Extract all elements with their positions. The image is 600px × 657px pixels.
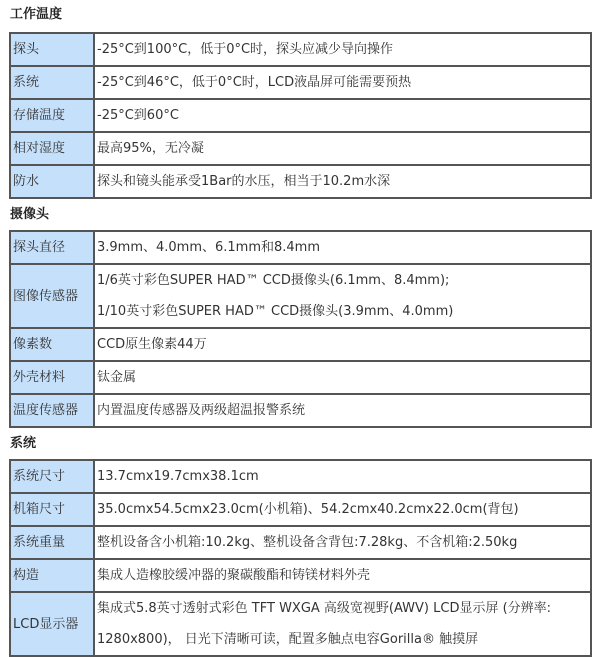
spec-value-line: 集成人造橡胶缓冲器的聚碳酸酯和铸镁材料外壳: [97, 568, 371, 583]
spec-value: [94, 132, 591, 165]
spec-label: 温度传感器: [10, 394, 94, 427]
spec-value-line: 集成式5.8英寸透射式彩色 TFT WXGA 高级宽视野(AWV) LCD显示屏 (分辨率:: [97, 601, 552, 616]
table-row: [10, 132, 591, 165]
spec-value: [94, 559, 591, 592]
table-row: [10, 33, 591, 66]
spec-value-line: 35.0cmx54.5cmx23.0cm(小机箱)、54.2cmx40.2cmx22.0cm(背包): [97, 502, 519, 517]
spec-label: 机箱尺寸: [10, 493, 94, 526]
spec-table: [9, 32, 592, 199]
spec-value: [94, 99, 591, 132]
spec-value-line: 13.7cmx19.7cmx38.1cm: [97, 469, 259, 484]
spec-label: 图像传感器: [10, 264, 94, 328]
table-row: [10, 592, 591, 656]
spec-value-line: 整机设备含小机箱:10.2kg、整机设备含背包:7.28kg、不含机箱:2.50kg: [97, 535, 518, 550]
spec-label: 防水: [10, 165, 94, 198]
table-row: [10, 526, 591, 559]
spec-value: [94, 165, 591, 198]
spec-label: 外壳材料: [10, 361, 94, 394]
spec-table: [9, 459, 592, 657]
spec-value: [94, 328, 591, 361]
spec-value: [94, 394, 591, 427]
spec-value-line: 1/6英寸彩色SUPER HAD™ CCD摄像头(6.1mm、8.4mm);: [97, 273, 450, 288]
spec-value: [94, 460, 591, 493]
spec-label: 系统尺寸: [10, 460, 94, 493]
spec-value: [94, 493, 591, 526]
section-heading: 摄像头: [10, 207, 50, 222]
table-row: [10, 460, 591, 493]
spec-value: [94, 33, 591, 66]
spec-value: [94, 264, 591, 328]
table-row: [10, 394, 591, 427]
spec-value-line: -25°C到46°C，低于0°C时，LCD液晶屏可能需要预热: [97, 75, 412, 90]
spec-label: 探头直径: [10, 231, 94, 264]
spec-value-line: -25°C到60°C: [97, 108, 179, 123]
table-row: [10, 66, 591, 99]
table-row: [10, 99, 591, 132]
section-heading: 系统: [10, 436, 37, 451]
spec-value-line: 钛金属: [97, 370, 137, 385]
spec-value: [94, 526, 591, 559]
spec-label: 构造: [10, 559, 94, 592]
spec-value-line: 3.9mm、4.0mm、6.1mm和8.4mm: [97, 240, 321, 255]
spec-value-line: 1/10英寸彩色SUPER HAD™ CCD摄像头(3.9mm、4.0mm): [97, 304, 454, 319]
spec-label: 存储温度: [10, 99, 94, 132]
spec-value-line: 探头和镜头能承受1Bar的水压，相当于10.2m水深: [97, 174, 391, 189]
spec-label: 探头: [10, 33, 94, 66]
table-row: [10, 328, 591, 361]
spec-label: 系统重量: [10, 526, 94, 559]
spec-label: LCD显示器: [10, 592, 94, 656]
spec-value-line: -25°C到100°C，低于0°C时，探头应减少导向操作: [97, 42, 394, 57]
spec-label: 相对湿度: [10, 132, 94, 165]
spec-value: [94, 592, 591, 656]
spec-value-line: 内置温度传感器及两级超温报警系统: [97, 403, 306, 418]
table-row: [10, 165, 591, 198]
spec-value-line: 1280x800)， 日光下清晰可读，配置多触点电容Gorilla® 触摸屏: [97, 632, 479, 647]
spec-label: 像素数: [10, 328, 94, 361]
spec-table: [9, 230, 592, 428]
table-row: [10, 559, 591, 592]
spec-value: [94, 231, 591, 264]
spec-value-line: 最高95%，无冷凝: [97, 141, 204, 156]
section-heading: 工作温度: [10, 7, 63, 22]
spec-value: [94, 361, 591, 394]
spec-label: 系统: [10, 66, 94, 99]
table-row: [10, 493, 591, 526]
table-row: [10, 231, 591, 264]
table-row: [10, 264, 591, 328]
spec-value-line: CCD原生像素44万: [97, 337, 207, 352]
table-row: [10, 361, 591, 394]
spec-value: [94, 66, 591, 99]
